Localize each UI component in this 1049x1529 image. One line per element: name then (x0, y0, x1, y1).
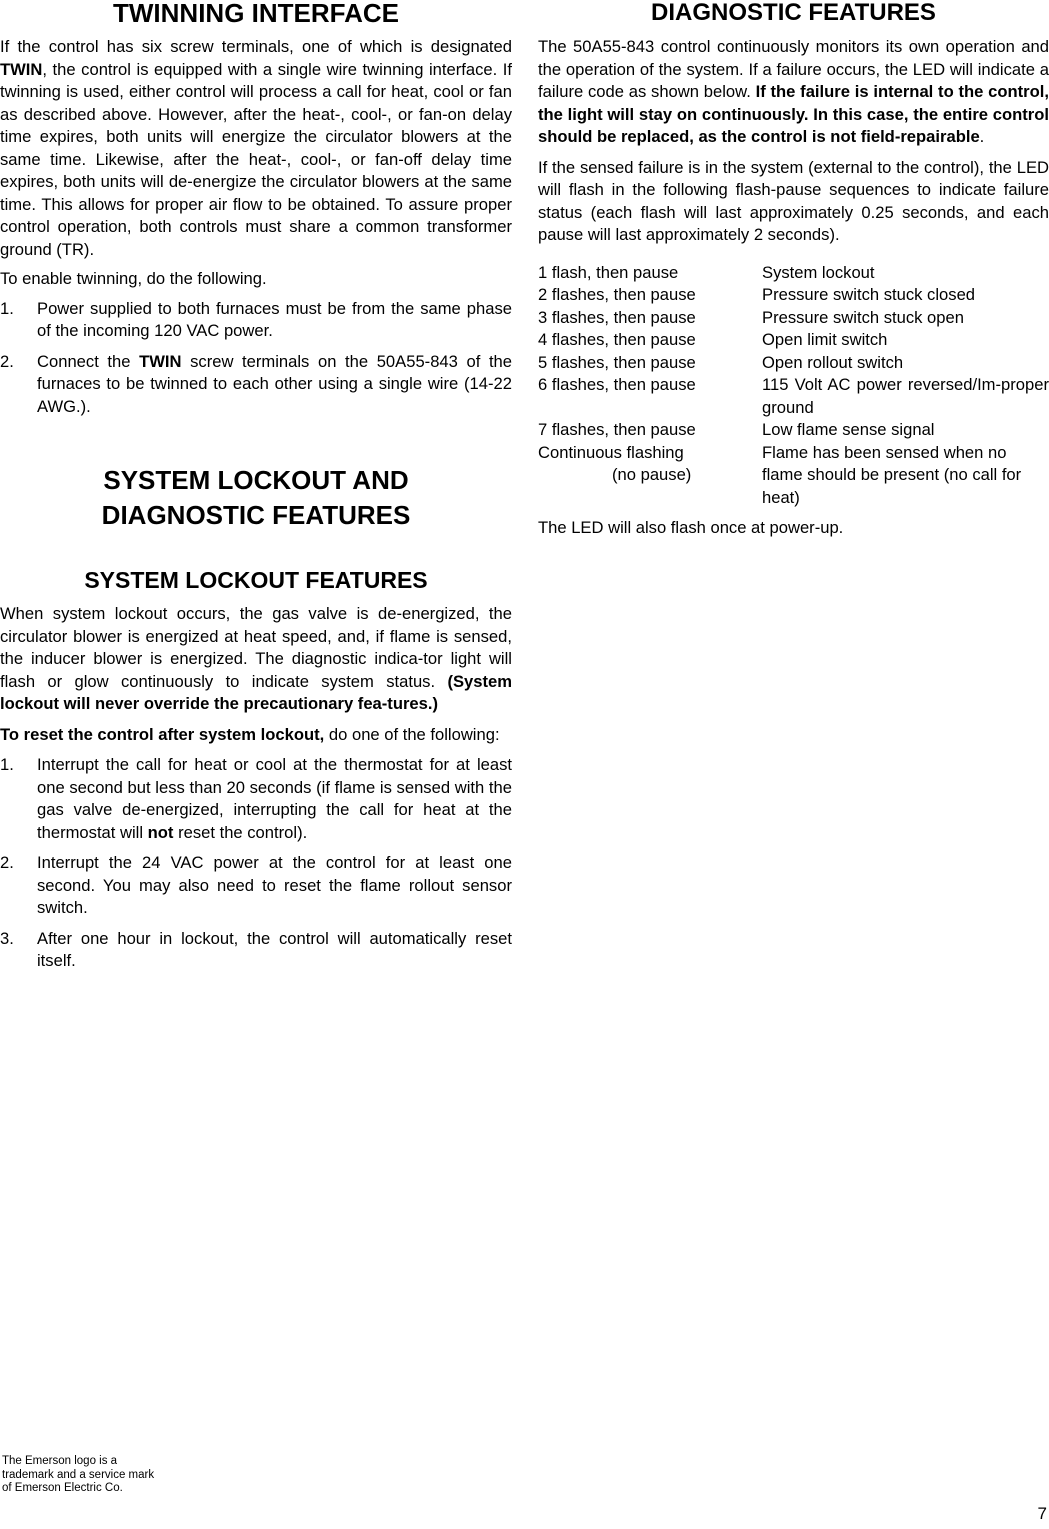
flash-sequence-paragraph: If the sensed failure is in the system (external to the control), the LED will flash in the following flash-pause sequences to indicate failure status (each flash will last approximately 0.25 seconds, and each pause will last approximately 2 seconds). (538, 157, 1049, 244)
reset-paragraph: To reset the control after system lockout, do one of the following: (0, 724, 500, 744)
table-row: 5 flashes, then pause Open rollout switch (538, 352, 904, 372)
diagnostic-features-heading: DIAGNOSTIC FEATURES (651, 0, 936, 26)
flash-code-table (538, 262, 1049, 510)
trademark-note: The Emerson logo is a trademark and a service mark of Emerson Electric Co. (2, 1455, 155, 1494)
table-row: 1 flash, then pause System lockout (538, 262, 875, 282)
list-item: 2. Connect the TWIN screw terminals on the 50A55-843 of the furnaces to be twinned to each other using a single wire (14-22 AWG.). (0, 351, 513, 416)
table-row: 6 flashes, then pause 115 Volt AC power reversed/Im-proper ground (538, 375, 1049, 417)
list-item: 2. Interrupt the 24 VAC power at the control for at least one second. You may also need to reset the flame rollout sensor switch. (0, 853, 512, 917)
reset-steps-list (0, 754, 512, 973)
list-item: 1. Power supplied to both furnaces must be from the same phase of the incoming 120 VAC power. (0, 298, 512, 340)
table-row: 2 flashes, then pause Pressure switch stuck closed (538, 285, 976, 304)
list-item: 3. After one hour in lockout, the control will automatically reset itself. (0, 928, 512, 970)
page-number: 7 (1037, 1504, 1047, 1523)
table-row: Continuous flashing (no pause) Flame has been sensed when no flame should be present (no call for heat) (538, 442, 1022, 507)
twinning-interface-heading: TWINNING INTERFACE (113, 0, 399, 28)
system-lockout-diagnostic-heading: SYSTEM LOCKOUT AND DIAGNOSTIC FEATURES (101, 465, 411, 530)
right-column (538, 0, 1049, 540)
diagnostic-paragraph: The 50A55-843 control continuously monitors its own operation and the operation of the system. If a failure occurs, the LED will indicate a failure code as shown below. If the failure is internal to the control, the light will stay on continuously. In this case, the entire control should be replaced, as the control is not field-repairable. (538, 37, 1049, 146)
lockout-paragraph: When system lockout occurs, the gas valve is de-energized, the circulator blower is energized at heat speed, and, if flame is sensed, the inducer blower is energized. The diagnostic indica-tor light will flash or glow continuously to indicate system status. (System lockout will never override the precautionary fea-tures.) (0, 604, 512, 713)
table-row: 7 flashes, then pause Low flame sense signal (538, 420, 935, 439)
power-up-paragraph: The LED will also flash once at power-up. (538, 518, 844, 537)
list-item: 1. Interrupt the call for heat or cool at the thermostat for at least one second but less than 20 seconds (if flame is sensed with the gas valve de-energized, interrupting the call for heat at the thermostat will not reset the control). (0, 755, 512, 842)
system-lockout-features-heading: SYSTEM LOCKOUT FEATURES (84, 567, 428, 593)
twinning-steps-list (0, 298, 512, 419)
table-row: 3 flashes, then pause Pressure switch stuck open (538, 307, 964, 327)
table-row: 4 flashes, then pause Open limit switch (538, 330, 888, 349)
twinning-paragraph: If the control has six screw terminals, one of which is designated TWIN, the control is equipped with a single wire twinning interface. If twinning is used, either control will process a call for heat, cool or fan as described above. However, after the heat-, cool-, or fan-on delay time expires, both units will energize the circulator blowers at the same time. Likewise, after the heat-, cool-, or fan-off delay time expires, both units will de-energize the circulator blowers at the same time. This allows for proper air flow to be obtained. To assure proper control operation, both controls must share a common transformer ground (TR). (0, 37, 512, 259)
left-column (0, 0, 512, 973)
twinning-enable-paragraph: To enable twinning, do the following. (0, 269, 267, 288)
